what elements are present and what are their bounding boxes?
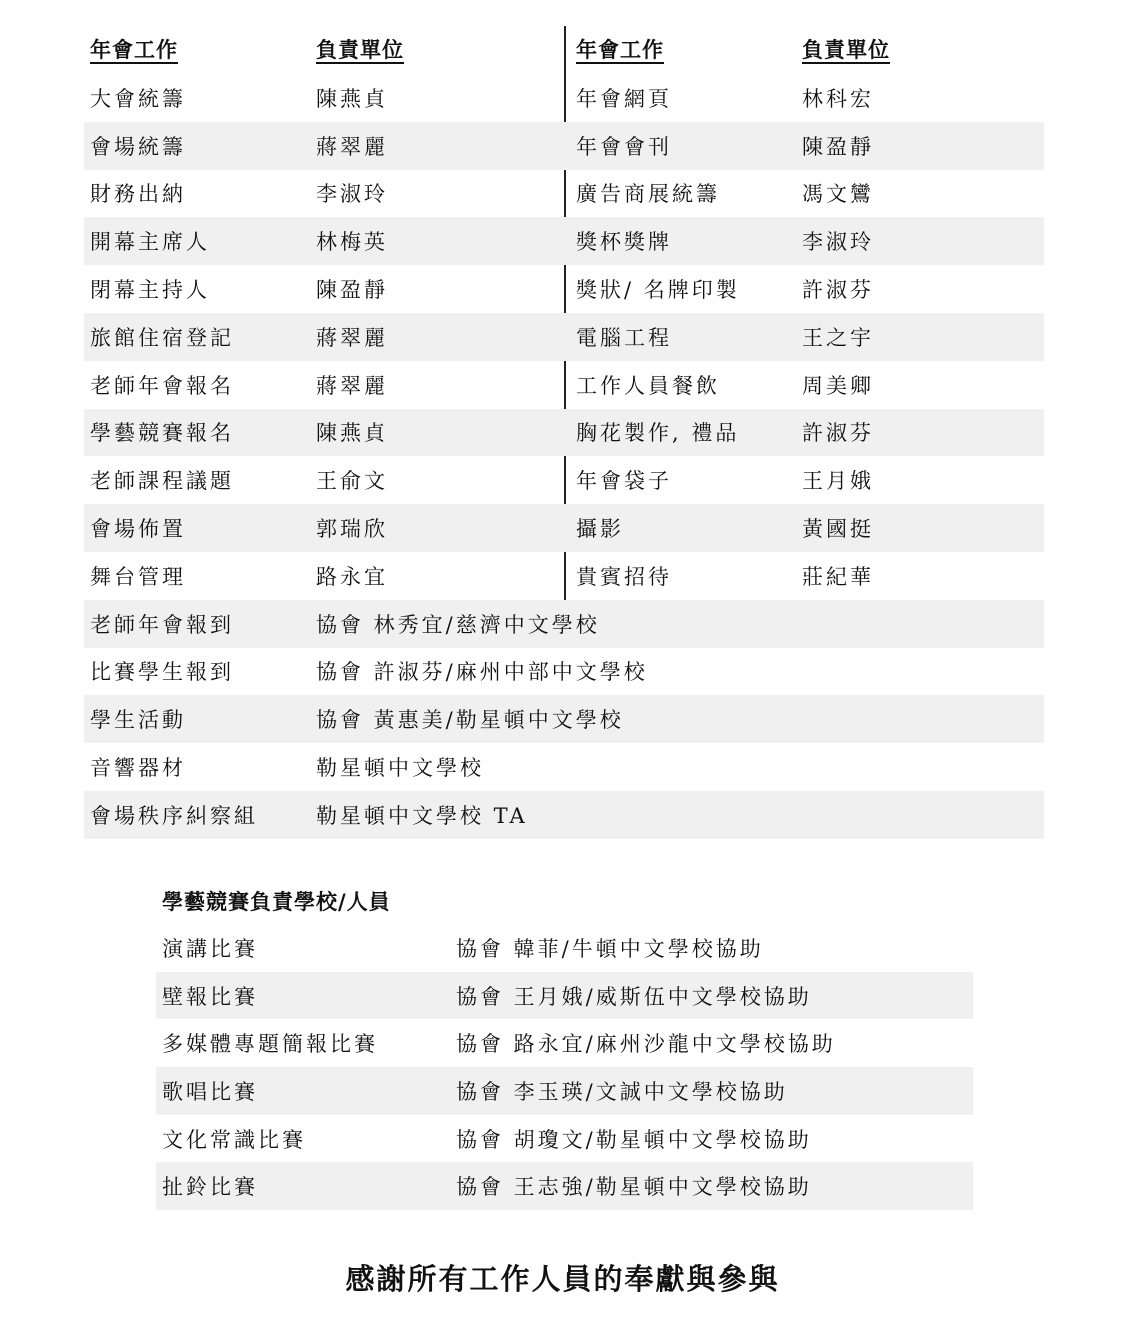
owner-left: 陳燕貞	[316, 86, 388, 111]
owner-right: 王之宇	[802, 325, 874, 350]
owner-right: 莊紀華	[802, 564, 874, 589]
owner-right: 黃國挺	[802, 517, 874, 542]
table-row	[156, 1067, 973, 1115]
task-right: 攝影	[576, 517, 624, 542]
owner-right: 許淑芬	[802, 421, 874, 446]
task-left: 開幕主席人	[90, 230, 210, 255]
task-left: 老師年會報名	[90, 373, 234, 398]
table-row	[156, 1162, 973, 1210]
owner: 協會 李玉瑛/文誠中文學校協助	[456, 1079, 788, 1104]
task-left: 旅館住宿登記	[90, 325, 234, 350]
owner-right: 周美卿	[802, 373, 874, 398]
table-row	[156, 1115, 973, 1163]
task: 比賽學生報到	[90, 660, 234, 685]
owner-left: 蔣翠麗	[316, 373, 388, 398]
owner-left: 路永宜	[316, 564, 388, 589]
owner: 協會 王志強/勒星頓中文學校協助	[456, 1175, 812, 1200]
table-row	[84, 74, 1044, 122]
task-left: 大會統籌	[90, 86, 186, 111]
owner: 協會 林秀宜/慈濟中文學校	[316, 612, 600, 637]
task-left: 閉幕主持人	[90, 278, 210, 303]
owner-right: 王月娥	[802, 469, 874, 494]
staff-assignment-table	[84, 24, 1044, 839]
task-right: 年會網頁	[576, 86, 672, 111]
task: 學生活動	[90, 708, 186, 733]
table-row	[84, 791, 1044, 839]
owner: 協會 許淑芬/麻州中部中文學校	[316, 660, 648, 685]
owner: 勒星頓中文學校 TA	[316, 803, 528, 828]
table-row	[84, 170, 1044, 218]
task-right: 電腦工程	[576, 325, 672, 350]
header-task-right: 年會工作	[576, 37, 664, 62]
table-row	[84, 361, 1044, 409]
table-row	[84, 409, 1044, 457]
task-right: 獎狀/ 名牌印製	[576, 278, 740, 303]
task-left: 會場佈置	[90, 517, 186, 542]
owner-left: 林梅英	[316, 230, 388, 255]
task-right: 貴賓招待	[576, 564, 672, 589]
header-owner-left: 負責單位	[316, 37, 404, 62]
task-right: 工作人員餐飲	[576, 373, 720, 398]
owner-right: 陳盈靜	[802, 134, 874, 159]
task-left: 老師課程議題	[90, 469, 234, 494]
table-row	[84, 122, 1044, 170]
table-row	[84, 600, 1044, 648]
owner: 勒星頓中文學校	[316, 756, 484, 781]
task-right: 獎杯獎牌	[576, 230, 672, 255]
competition-title: 學藝競賽負責學校/人員	[162, 889, 391, 914]
table-row	[156, 924, 973, 972]
table-row	[84, 648, 1044, 696]
competition-table	[156, 878, 973, 1210]
owner-left: 陳燕貞	[316, 421, 388, 446]
task-left: 財務出納	[90, 182, 186, 207]
owner: 協會 黃惠美/勒星頓中文學校	[316, 708, 624, 733]
table-header-row	[84, 24, 1044, 74]
owner-left: 王俞文	[316, 469, 388, 494]
table-row	[156, 972, 973, 1020]
table-row	[84, 695, 1044, 743]
event: 文化常識比賽	[162, 1127, 306, 1152]
owner-left: 蔣翠麗	[316, 134, 388, 159]
owner-right: 李淑玲	[802, 230, 874, 255]
owner-right: 林科宏	[802, 86, 874, 111]
owner: 協會 韓菲/牛頓中文學校協助	[456, 936, 764, 961]
task-right: 年會袋子	[576, 469, 672, 494]
table-row	[156, 1019, 973, 1067]
task: 音響器材	[90, 756, 186, 781]
event: 壁報比賽	[162, 984, 258, 1009]
task-right: 廣告商展統籌	[576, 182, 720, 207]
owner-right: 許淑芬	[802, 278, 874, 303]
owner-left: 李淑玲	[316, 182, 388, 207]
table-row	[84, 552, 1044, 600]
owner-right: 馮文鸞	[802, 182, 874, 207]
owner-left: 郭瑞欣	[316, 517, 388, 542]
event: 扯鈴比賽	[162, 1175, 258, 1200]
owner-left: 蔣翠麗	[316, 325, 388, 350]
task-right: 年會會刊	[576, 134, 672, 159]
task: 會場秩序糾察組	[90, 803, 258, 828]
table-row	[84, 217, 1044, 265]
event: 演講比賽	[162, 936, 258, 961]
owner: 協會 王月娥/威斯伍中文學校協助	[456, 984, 812, 1009]
table-row	[84, 265, 1044, 313]
header-task-left: 年會工作	[90, 37, 178, 62]
event: 多媒體專題簡報比賽	[162, 1032, 378, 1057]
owner-left: 陳盈靜	[316, 278, 388, 303]
task-left: 舞台管理	[90, 564, 186, 589]
task: 老師年會報到	[90, 612, 234, 637]
thank-you-footer: 感謝所有工作人員的奉獻與參與	[345, 1261, 780, 1296]
table-row	[84, 504, 1044, 552]
table-row	[84, 313, 1044, 361]
table-row	[84, 743, 1044, 791]
owner: 協會 胡瓊文/勒星頓中文學校協助	[456, 1127, 812, 1152]
task-left: 學藝競賽報名	[90, 421, 234, 446]
owner: 協會 路永宜/麻州沙龍中文學校協助	[456, 1032, 836, 1057]
task-right: 胸花製作, 禮品	[576, 421, 740, 446]
header-owner-right: 負責單位	[802, 37, 890, 62]
table-row	[84, 456, 1044, 504]
task-left: 會場統籌	[90, 134, 186, 159]
event: 歌唱比賽	[162, 1079, 258, 1104]
